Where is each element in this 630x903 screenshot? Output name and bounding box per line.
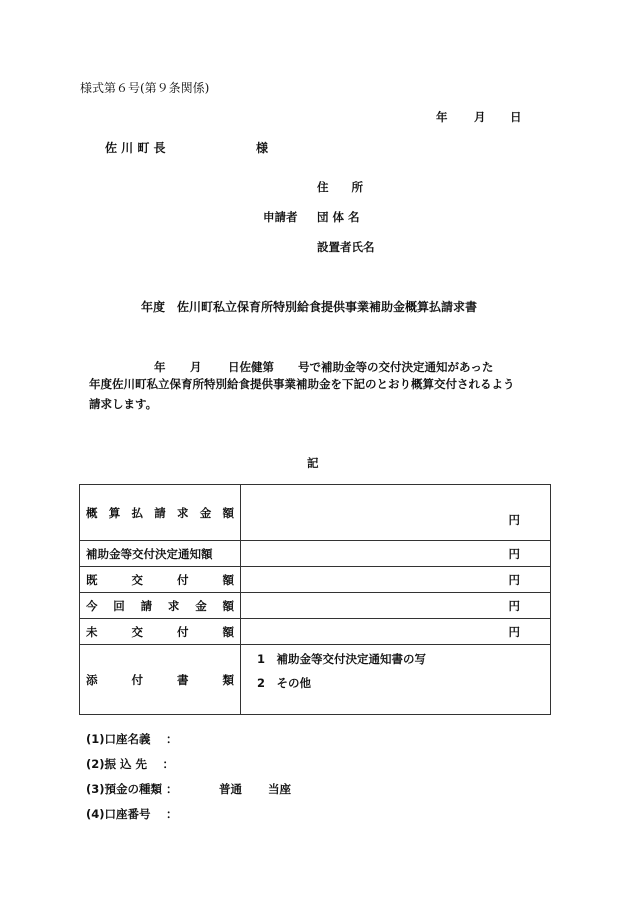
addressee-name: 佐 川 町 長 xyxy=(105,141,166,155)
label-char: 交 xyxy=(131,624,143,639)
label-char: 交 xyxy=(131,572,143,587)
label-char: 請 xyxy=(140,598,153,613)
label-char: 今 xyxy=(86,598,98,613)
label-char: 概 xyxy=(86,505,98,520)
yen-unit: 円 xyxy=(241,593,551,619)
row-label xyxy=(80,619,241,645)
label-char: 算 xyxy=(108,505,121,520)
yen-unit: 円 xyxy=(241,567,551,593)
applicant-label: 申請者 xyxy=(263,210,298,224)
label-char: 額 xyxy=(222,505,234,520)
body-year: 年 xyxy=(154,360,166,374)
label-char: 払 xyxy=(131,505,143,520)
document-title: 年度 佐川町私立保育所特別給食提供事業補助金概算払請求書 xyxy=(141,300,478,314)
deposit-current: 当座 xyxy=(268,782,291,796)
label-char: 求 xyxy=(177,505,189,520)
label-char: 額 xyxy=(222,624,234,639)
table-row xyxy=(80,485,551,541)
table-row xyxy=(80,541,551,567)
label-char: 付 xyxy=(131,672,143,687)
table-row xyxy=(80,567,551,593)
founder-name-label: 設置者氏名 xyxy=(317,240,375,254)
date-day: 日 xyxy=(510,110,522,124)
attachments-label xyxy=(86,672,234,688)
label-char: 回 xyxy=(113,598,125,613)
label-char: 金 xyxy=(195,598,207,613)
ki-heading: 記 xyxy=(307,456,319,470)
bank-deposit-type: (3)預金の種類 ： xyxy=(86,782,178,796)
date-month: 月 xyxy=(474,110,486,124)
deposit-ordinary: 普通 xyxy=(219,782,242,796)
row-label xyxy=(80,567,241,593)
body-notice-text: 号で補助金等の交付決定通知があった xyxy=(298,360,494,374)
label-char: 請 xyxy=(154,505,166,520)
address-label: 住 所 xyxy=(317,180,363,194)
bank-account-name: (1)口座名義 ： xyxy=(86,732,178,746)
label-char: 額 xyxy=(222,572,234,587)
bank-account-number: (4)口座番号 ： xyxy=(86,807,178,821)
label-char: 添 xyxy=(86,672,98,687)
unpaid-label xyxy=(86,624,234,640)
row-label xyxy=(80,485,241,541)
label-char: 付 xyxy=(177,624,189,639)
row-label xyxy=(80,593,241,619)
row-label xyxy=(80,541,241,567)
form-number: 様式第６号(第９条関係) xyxy=(80,81,210,95)
bank-branch: (2)振 込 先 ： xyxy=(86,757,175,771)
addressee-honorific: 様 xyxy=(256,141,269,155)
label-char: 求 xyxy=(167,598,180,613)
claim-amount-label xyxy=(86,505,234,521)
label-char: 既 xyxy=(86,572,98,587)
group-name-label: 団 体 名 xyxy=(317,210,360,224)
table-row xyxy=(80,645,551,715)
already-paid-label xyxy=(86,572,234,588)
attachments-list xyxy=(241,645,551,715)
label-char: 書 xyxy=(177,672,189,687)
label-char: 金 xyxy=(199,505,212,520)
table-row xyxy=(80,619,551,645)
body-sagawa-ref: 日佐健第 xyxy=(228,360,274,374)
body-line2: 年度佐川町私立保育所特別給食提供事業補助金を下記のとおり概算交付されるよう xyxy=(89,377,515,391)
label-char: 額 xyxy=(222,598,234,613)
current-claim-label xyxy=(86,598,234,614)
attachment-item: 1 補助金等交付決定通知書の写 xyxy=(257,652,426,666)
body-month: 月 xyxy=(190,360,202,374)
label-char: 未 xyxy=(86,624,98,639)
yen-unit: 円 xyxy=(241,485,551,541)
yen-unit: 円 xyxy=(241,619,551,645)
table-row xyxy=(80,593,551,619)
row-label xyxy=(80,645,241,715)
date-year: 年 xyxy=(436,110,448,124)
decision-amount-label: 補助金等交付決定通知額 xyxy=(86,546,213,561)
attachment-item: 2 その他 xyxy=(257,675,312,690)
claim-table xyxy=(79,484,551,715)
yen-unit: 円 xyxy=(241,541,551,567)
body-line3: 請求します。 xyxy=(89,397,158,411)
label-char: 付 xyxy=(177,572,189,587)
label-char: 類 xyxy=(222,672,234,687)
